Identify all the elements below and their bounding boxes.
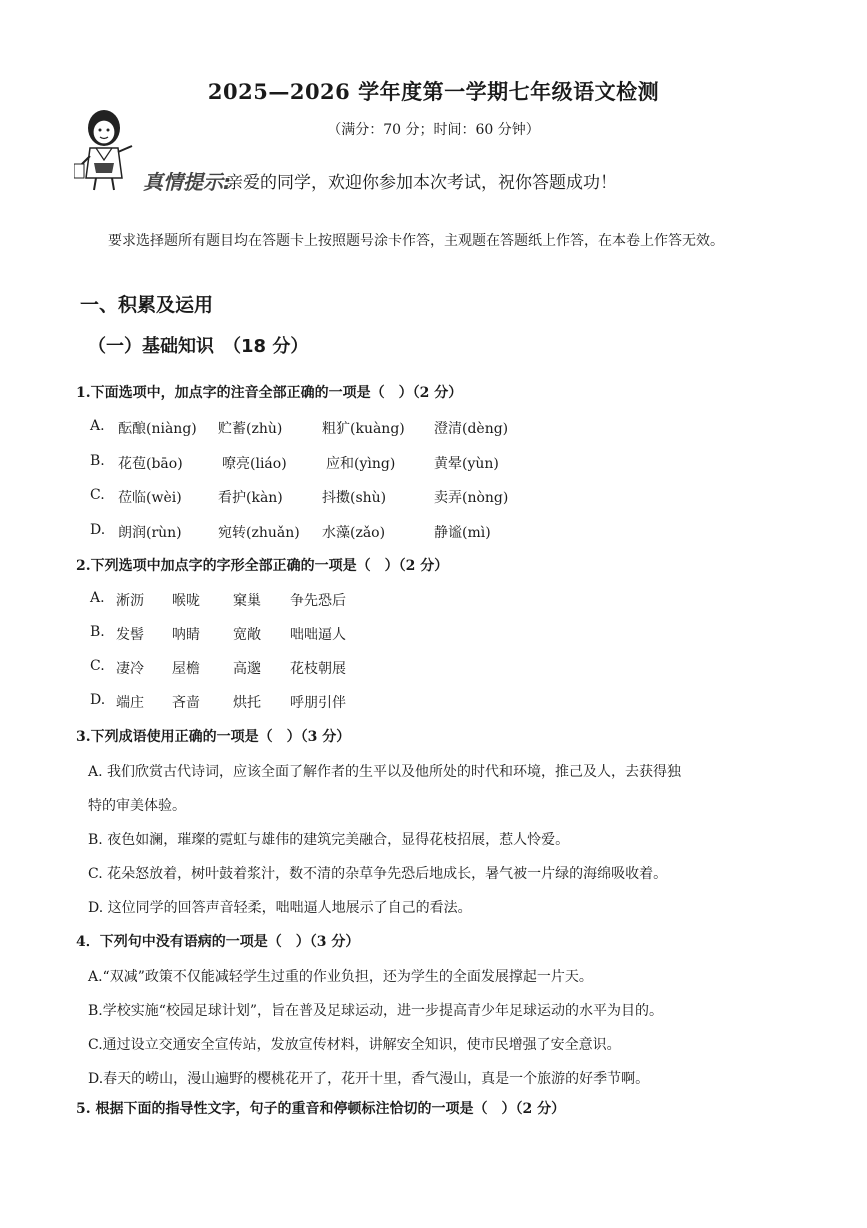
q2-option-item: 烘托 xyxy=(233,695,261,711)
q2-option-item: 淅沥 xyxy=(116,593,144,609)
q1-option-item: 静谧(mì) xyxy=(434,525,491,541)
q2-option-letter: D. xyxy=(90,692,106,708)
question-2-stem: 2.下列选项中加点字的字形全部正确的一项是（ ）（2 分） xyxy=(76,558,449,574)
q1-option-item: 嘹亮(liáo) xyxy=(222,456,287,472)
q1-option-letter: D. xyxy=(90,522,106,538)
q3-option-c: C. 花朵怒放着，树叶鼓着浆汁，数不清的杂草争先恐后地成长，暑气被一片绿的海绵吸收着。 xyxy=(88,866,668,882)
q2-option-item: 喉咙 xyxy=(172,593,200,609)
tip-label: 真情提示: xyxy=(143,170,231,194)
q2-option-item: 争先恐后 xyxy=(290,593,346,609)
q2-option-letter: B. xyxy=(90,624,105,640)
q1-option-letter: C. xyxy=(90,487,105,503)
q1-option-item: 抖擞(shù) xyxy=(322,490,387,506)
q3-option-d: D. 这位同学的回答声音轻柔，咄咄逼人地展示了自己的看法。 xyxy=(88,900,472,916)
question-3-stem: 3.下列成语使用正确的一项是（ ）（3 分） xyxy=(76,729,351,745)
q3-option-a: A. 我们欣赏古代诗词，应该全面了解作者的生平以及他所处的时代和环境，推己及人，去获得独 xyxy=(88,764,682,780)
question-5-stem: 5. 根据下面的指导性文字，句子的重音和停顿标注恰切的一项是（ ）（2 分） xyxy=(76,1101,566,1117)
q1-option-item: 卖弄(nòng) xyxy=(434,490,509,506)
q2-option-item: 花枝朝展 xyxy=(290,661,346,677)
q1-option-item: 水藻(zǎo) xyxy=(322,525,386,541)
q2-option-item: 宽敞 xyxy=(233,627,261,643)
q1-option-item: 莅临(wèi) xyxy=(118,490,182,506)
q1-option-item: 宛转(zhuǎn) xyxy=(218,525,300,541)
q1-option-item: 酝酿(niàng) xyxy=(118,421,197,437)
q3-option-b: B. 夜色如澜，璀璨的霓虹与雄伟的建筑完美融合，显得花枝招展，惹人怜爱。 xyxy=(88,832,570,848)
q2-option-item: 窠巢 xyxy=(233,593,261,609)
q3-option-a-cont: 特的审美体验。 xyxy=(88,798,186,814)
exam-subtitle: （满分：70 分；时间：60 分钟） xyxy=(327,122,540,138)
q4-option-d: D.春天的崂山，漫山遍野的樱桃花开了，花开十里，香气漫山，真是一个旅游的好季节啊。 xyxy=(88,1071,650,1087)
section-heading: 一、积累及运用 xyxy=(80,294,214,316)
q1-option-item: 粗犷(kuàng) xyxy=(322,421,405,437)
q1-option-item: 朗润(rùn) xyxy=(118,525,182,541)
q1-option-item: 黄晕(yùn) xyxy=(434,456,499,472)
q2-option-item: 发髻 xyxy=(116,627,144,643)
q1-option-item: 贮蓄(zhù) xyxy=(218,421,283,437)
q4-option-c: C.通过设立交通安全宣传站，发放宣传材料，讲解安全知识，使市民增强了安全意识。 xyxy=(88,1037,621,1053)
q2-option-item: 高邈 xyxy=(233,661,261,677)
q4-option-b: B.学校实施“校园足球计划”，旨在普及足球运动，进一步提高青少年足球运动的水平为目的。 xyxy=(88,1003,664,1019)
question-4-stem: 4．下列句中没有语病的一项是（ ）（3 分） xyxy=(76,934,360,950)
subsection-heading: （一）基础知识 （18 分） xyxy=(88,336,309,357)
q1-option-letter: B. xyxy=(90,453,105,469)
q2-option-item: 凄冷 xyxy=(116,661,144,677)
q2-option-letter: C. xyxy=(90,658,105,674)
q2-option-item: 端庄 xyxy=(116,695,144,711)
q1-option-item: 花苞(bāo) xyxy=(118,456,183,472)
q1-option-item: 应和(yìng) xyxy=(326,456,396,472)
q2-option-item: 呐睛 xyxy=(172,627,200,643)
instructions: 要求选择题所有题目均在答题卡上按照题号涂卡作答，主观题在答题纸上作答，在本卷上作答无效。 xyxy=(108,233,724,249)
q4-option-a: A.“双减”政策不仅能减轻学生过重的作业负担，还为学生的全面发展撑起一片天。 xyxy=(88,969,593,985)
q2-option-item: 屋檐 xyxy=(172,661,200,677)
q1-option-letter: A. xyxy=(90,418,105,434)
tip-text: 亲爱的同学，欢迎你参加本次考试，祝你答题成功！ xyxy=(226,173,617,193)
q2-option-item: 咄咄逼人 xyxy=(290,627,346,643)
q1-option-item: 澄清(dèng) xyxy=(434,421,509,437)
q2-option-item: 呼朋引伴 xyxy=(290,695,346,711)
q2-option-letter: A. xyxy=(90,590,105,606)
q1-option-item: 看护(kàn) xyxy=(218,490,283,506)
mascot-illustration xyxy=(74,108,138,192)
exam-title: 2025—2026 学年度第一学期七年级语文检测 xyxy=(207,79,660,104)
question-1-stem: 1.下面选项中，加点字的注音全部正确的一项是（ ）（2 分） xyxy=(76,385,463,401)
q2-option-item: 吝啬 xyxy=(172,695,200,711)
